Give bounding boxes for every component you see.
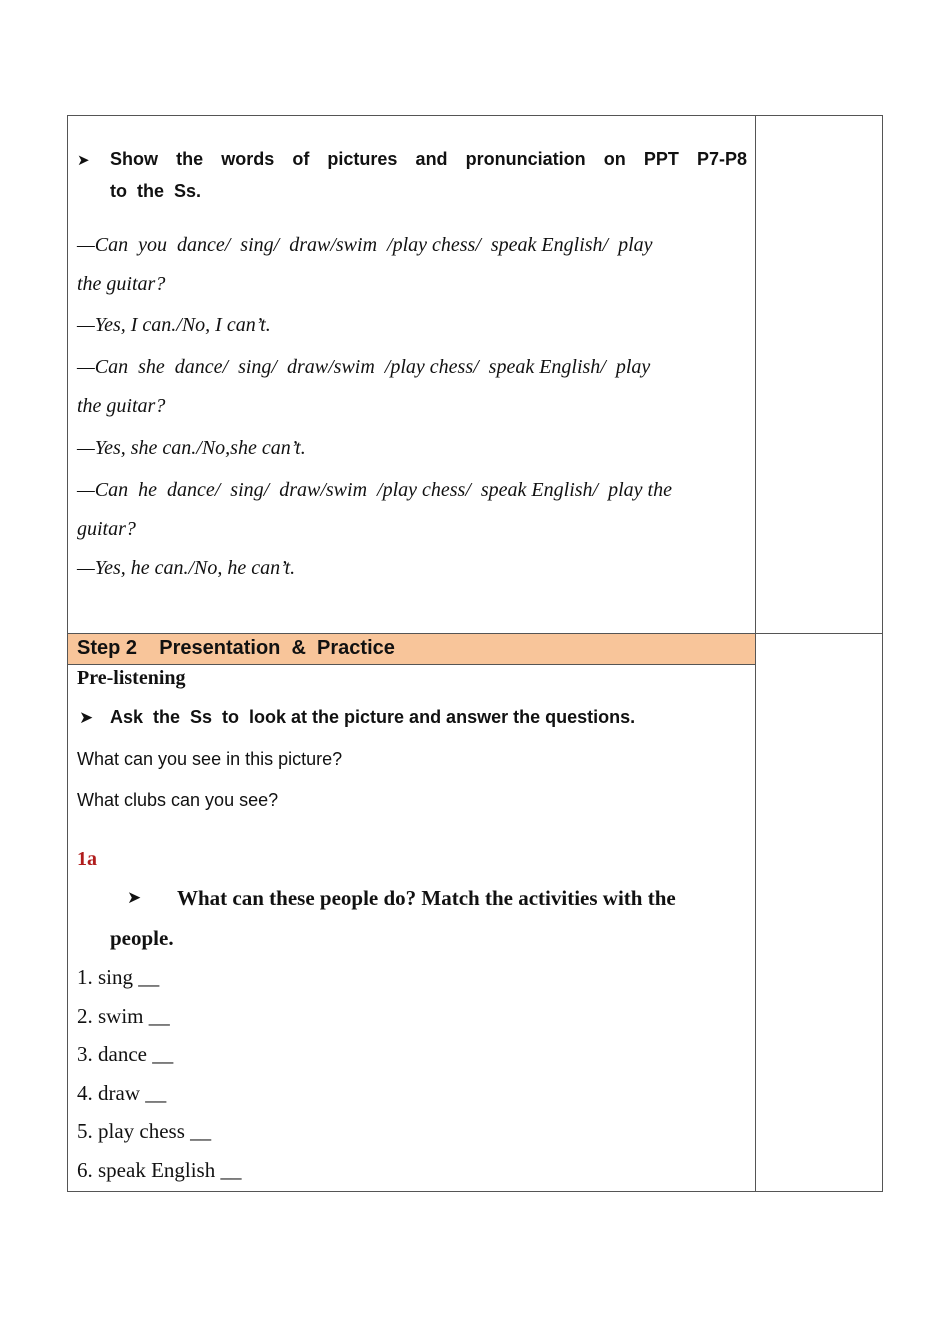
column-divider — [755, 116, 756, 1191]
match-item: 4. draw __ — [77, 1081, 167, 1105]
dialogue-line: —Can you dance/ sing/ draw/swim /play chess/ speak English/ play — [77, 234, 653, 256]
dialogue-line: the guitar? — [77, 395, 166, 417]
match-item: 6. speak English __ — [77, 1158, 242, 1182]
pre-listening-heading: Pre-listening — [77, 667, 186, 689]
arrowhead-bullet-icon: ➤ — [79, 708, 94, 728]
match-item: 1. sing __ — [77, 965, 160, 989]
match-item: 2. swim __ — [77, 1004, 170, 1028]
question-line: What clubs can you see? — [77, 790, 279, 810]
dialogue-line: —Yes, I can./No, I can’t. — [77, 314, 271, 336]
arrowhead-bullet-icon: ➤ — [127, 888, 142, 908]
step2-header-band — [68, 634, 755, 665]
dialogue-line: the guitar? — [77, 273, 166, 295]
label-1a: 1a — [77, 848, 97, 870]
instruction-text: Ask the Ss to look at the picture and answer the questions. — [110, 707, 636, 727]
dialogue-line: —Can he dance/ sing/ draw/swim /play chess/ speak English/ play the — [77, 479, 672, 501]
dialogue-line: —Can she dance/ sing/ draw/swim /play chess/ speak English/ play — [77, 356, 651, 378]
dialogue-line: guitar? — [77, 518, 136, 540]
dialogue-line: —Yes, he can./No, he can’t. — [77, 557, 296, 579]
task-line-2: people. — [110, 926, 174, 950]
lesson-table — [67, 115, 883, 1192]
task-line-1: What can these people do? Match the activities with the — [177, 886, 676, 910]
step2-header: Step 2 Presentation & Practice — [77, 637, 395, 659]
bullet-line-1: Show the words of pictures and pronunciation on PPT P7-P8 — [110, 149, 747, 169]
match-item: 3. dance __ — [77, 1042, 174, 1066]
match-item: 5. play chess __ — [77, 1119, 212, 1143]
question-line: What can you see in this picture? — [77, 749, 343, 769]
bullet-line-2: to the Ss. — [110, 181, 202, 201]
arrowhead-bullet-icon: ➤ — [77, 151, 90, 169]
dialogue-line: —Yes, she can./No,she can’t. — [77, 437, 306, 459]
